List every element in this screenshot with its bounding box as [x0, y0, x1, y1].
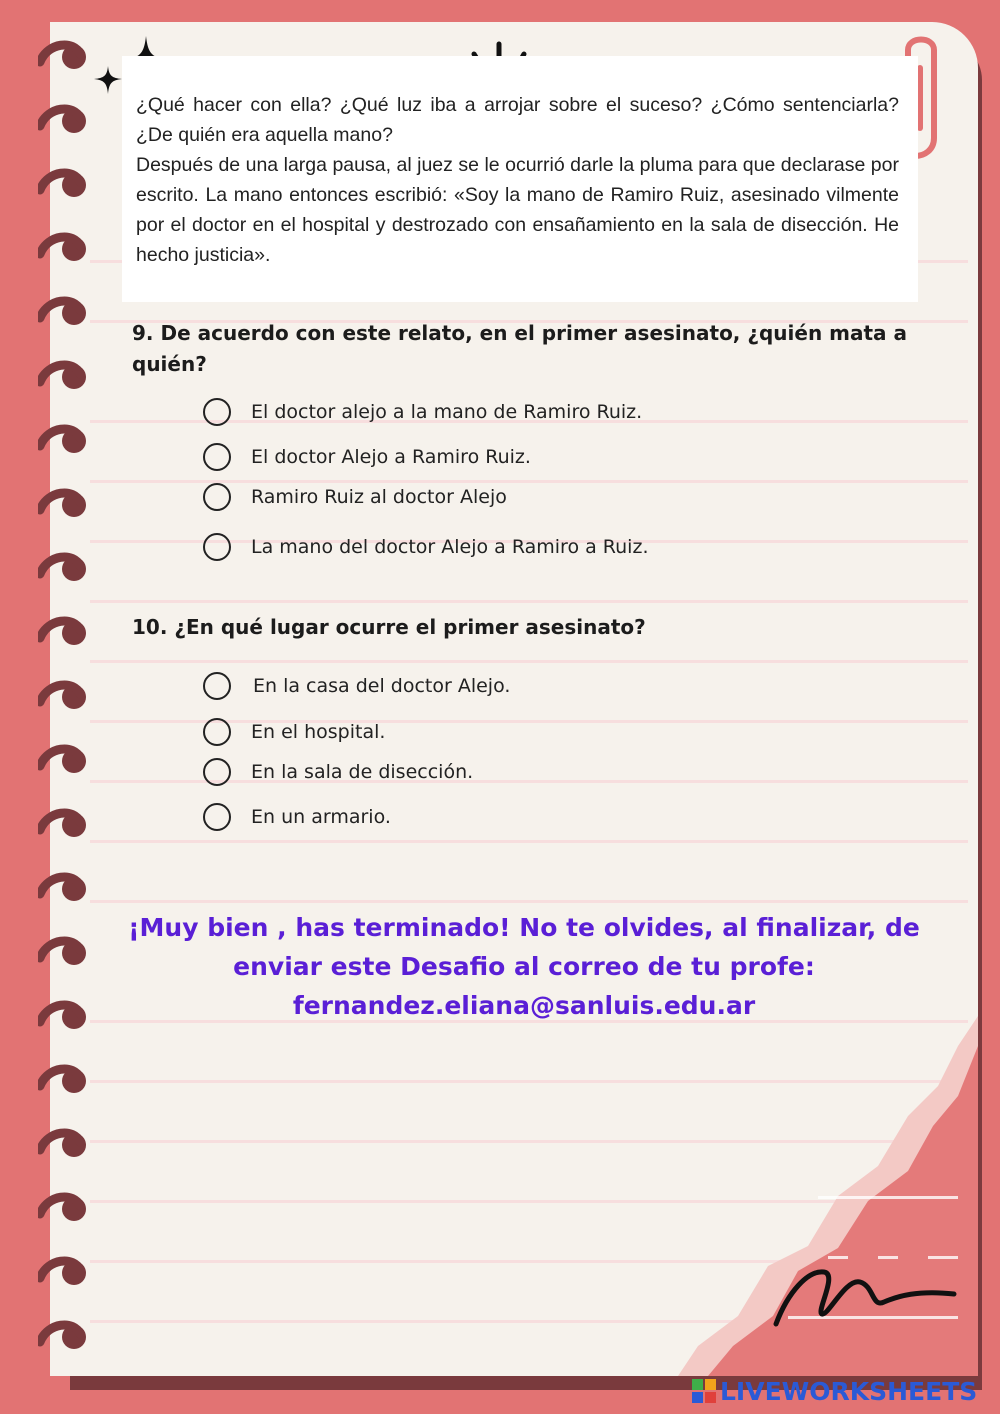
spiral-ring-icon — [38, 40, 94, 74]
spiral-ring-icon — [38, 1064, 94, 1098]
question-9-option-2[interactable] — [203, 441, 531, 473]
reading-paragraph-1: ¿Qué hacer con ella? ¿Qué luz iba a arrojar sobre el suceso? ¿Cómo sentenciarla? ¿De quién era aquella mano? — [136, 94, 899, 146]
logo-wordmark: LIVEWORKSHEETS — [720, 1376, 978, 1406]
spiral-ring-icon — [38, 1256, 94, 1290]
page-rule — [90, 900, 968, 903]
spiral-ring-icon — [38, 552, 94, 586]
option-label: En el hospital. — [251, 721, 386, 743]
closing-line-2: enviar este Desafio al correo de tu profe: — [233, 952, 815, 981]
question-9-option-4[interactable] — [203, 531, 648, 563]
option-label: En la sala de disección. — [251, 761, 474, 783]
question-10-option-3[interactable] — [203, 756, 473, 788]
radio-button[interactable] — [203, 533, 231, 561]
question-10-option-2[interactable] — [203, 716, 385, 748]
radio-button[interactable] — [203, 483, 231, 511]
spiral-ring-icon — [38, 168, 94, 202]
spiral-ring-icon — [38, 488, 94, 522]
question-10-option-4[interactable] — [203, 801, 391, 833]
option-label: La mano del doctor Alejo a Ramiro a Ruiz. — [251, 536, 649, 558]
question-9-option-1[interactable] — [203, 396, 642, 428]
spiral-ring-icon — [38, 104, 94, 138]
radio-button[interactable] — [203, 443, 231, 471]
reading-paragraph-2: Después de una larga pausa, al juez se le ocurrió darle la pluma para que declarase por escrito. La mano entonces escribió: «Soy la mano de Ramiro Ruiz, asesinado vilmente por el doctor en el hospital y destrozado con ensañamiento en la sala de disección. He hecho justicia». — [136, 154, 899, 266]
spiral-ring-icon — [38, 808, 94, 842]
spiral-ring-icon — [38, 1320, 94, 1354]
logo-cube-icon — [692, 1379, 716, 1403]
question-10-text: 10. ¿En qué lugar ocurre el primer asesinato? — [132, 615, 646, 639]
radio-button[interactable] — [203, 758, 231, 786]
radio-button[interactable] — [203, 398, 231, 426]
spiral-ring-icon — [38, 616, 94, 650]
spiral-ring-icon — [38, 680, 94, 714]
spiral-ring-icon — [38, 424, 94, 458]
page-rule — [90, 600, 968, 603]
liveworksheets-logo — [692, 1376, 977, 1406]
signature-scribble-icon — [768, 1262, 958, 1332]
option-label: El doctor alejo a la mano de Ramiro Ruiz. — [251, 401, 643, 423]
reading-excerpt — [122, 56, 918, 302]
closing-message — [100, 908, 948, 1025]
spiral-ring-icon — [38, 1128, 94, 1162]
option-label: Ramiro Ruiz al doctor Alejo — [251, 486, 507, 508]
closing-email: fernandez.eliana@sanluis.edu.ar — [292, 991, 756, 1020]
radio-button[interactable] — [203, 718, 231, 746]
spiral-ring-icon — [38, 296, 94, 330]
option-label: En la casa del doctor Alejo. — [253, 675, 511, 697]
spiral-ring-icon — [38, 1000, 94, 1034]
closing-line-1: ¡Muy bien , has terminado! No te olvides, al finalizar, de — [128, 913, 920, 942]
question-10-option-1[interactable] — [203, 670, 510, 702]
spiral-ring-icon — [38, 936, 94, 970]
page-rule — [90, 840, 968, 843]
option-label: El doctor Alejo a Ramiro Ruiz. — [251, 446, 531, 468]
question-9-option-3[interactable] — [203, 481, 507, 513]
page-rule — [90, 660, 968, 663]
spiral-binding — [38, 40, 98, 1380]
question-9-text: 9. De acuerdo con este relato, en el primer asesinato, ¿quién mata a quién? — [132, 321, 907, 376]
spiral-ring-icon — [38, 232, 94, 266]
spiral-ring-icon — [38, 360, 94, 394]
radio-button[interactable] — [203, 672, 231, 700]
option-label: En un armario. — [251, 806, 391, 828]
spiral-ring-icon — [38, 1192, 94, 1226]
radio-button[interactable] — [203, 803, 231, 831]
spiral-ring-icon — [38, 744, 94, 778]
spiral-ring-icon — [38, 872, 94, 906]
